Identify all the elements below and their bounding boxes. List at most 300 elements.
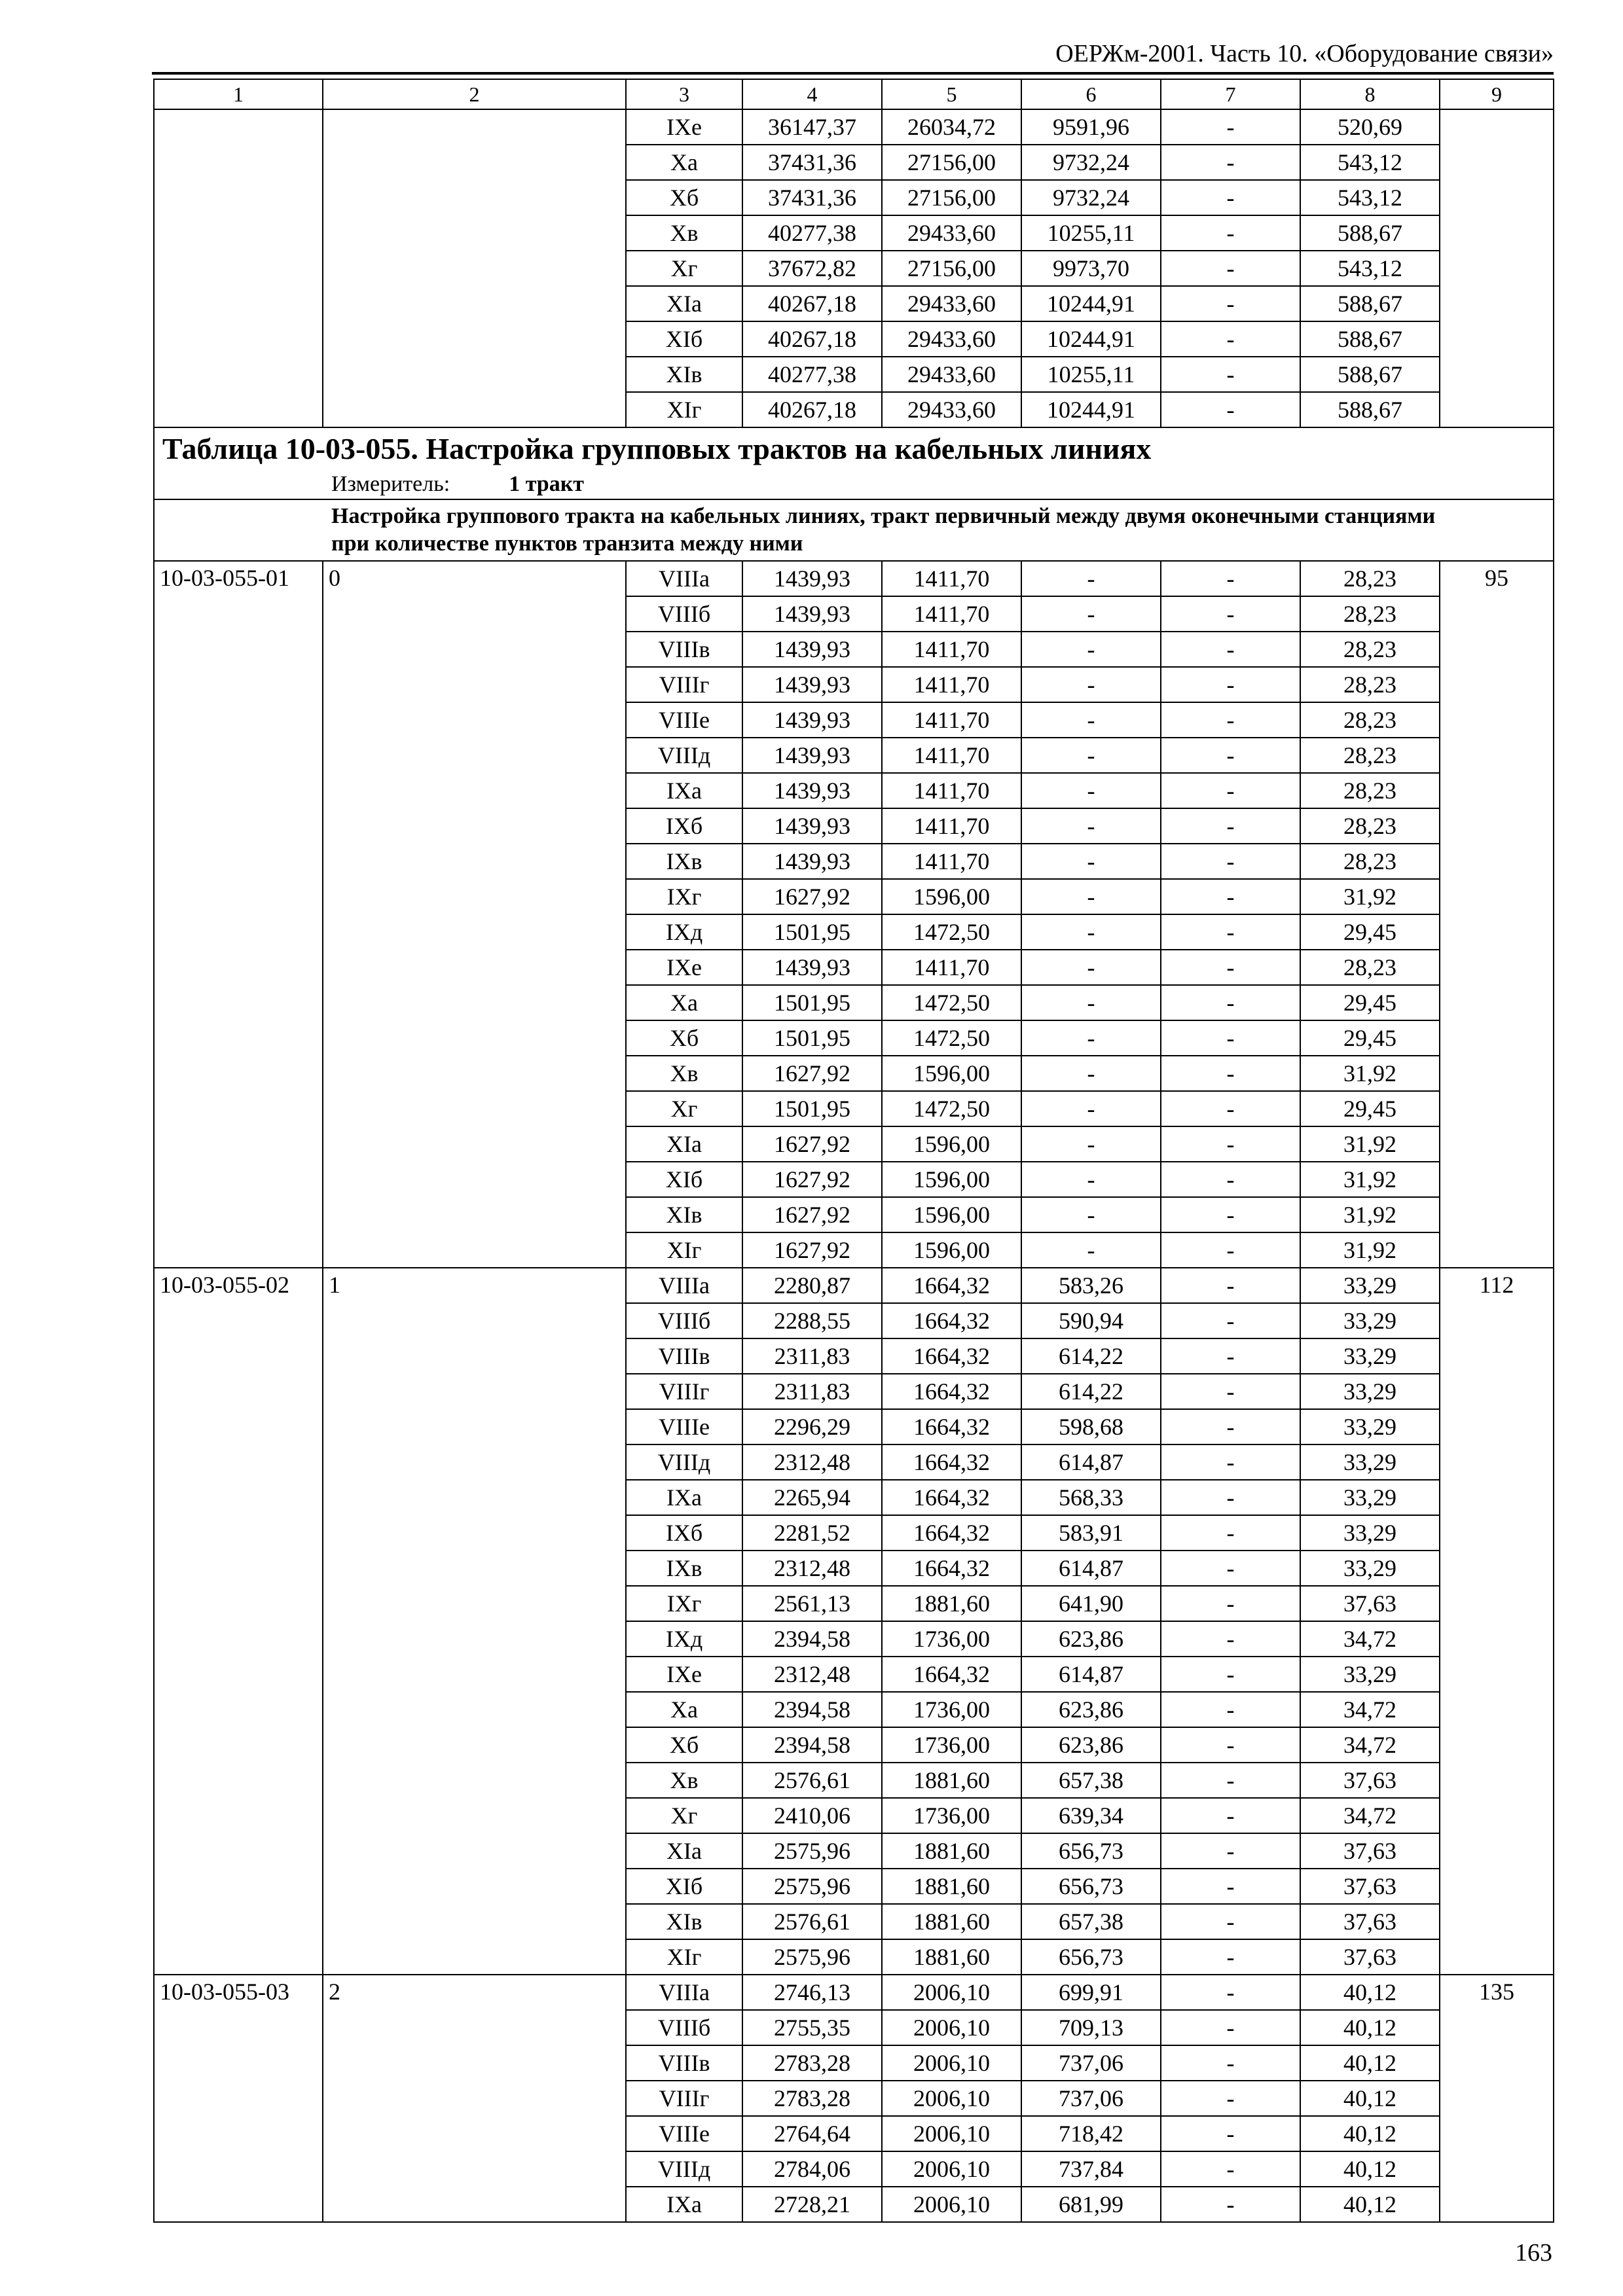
value-cell: 1881,60 [882,1869,1021,1904]
value-cell: 37,63 [1300,1904,1440,1939]
value-cell: 1596,00 [882,1197,1021,1232]
value-cell: 10255,11 [1021,215,1161,251]
value-cell: 1664,32 [882,1480,1021,1515]
value-cell: 26034,72 [882,109,1021,145]
value-cell: 1664,32 [882,1515,1021,1551]
value-cell: 1501,95 [742,985,882,1020]
value-cell: 1736,00 [882,1692,1021,1727]
value-cell: 40267,18 [742,286,882,321]
value-cell: 657,38 [1021,1904,1161,1939]
value-cell: - [1161,1409,1300,1444]
value-cell: IXа [626,1480,742,1515]
value-cell: 681,99 [1021,2187,1161,2222]
value-cell: 1501,95 [742,1091,882,1126]
value-cell: 1411,70 [882,808,1021,844]
value-cell: - [1021,1162,1161,1197]
value-cell: 28,23 [1300,632,1440,667]
value-cell: 2576,61 [742,1904,882,1939]
table-row [154,561,1554,596]
value-cell: XIв [626,357,742,392]
value-cell: IXб [626,1515,742,1551]
value-cell: 9973,70 [1021,251,1161,286]
value-cell: 657,38 [1021,1763,1161,1798]
value-cell: 29433,60 [882,321,1021,357]
value-cell: 2006,10 [882,2187,1021,2222]
value-cell: 28,23 [1300,950,1440,985]
value-cell: 1472,50 [882,1020,1021,1056]
value-cell: 1501,95 [742,914,882,950]
value-cell: 40,12 [1300,2151,1440,2187]
value-cell: - [1161,844,1300,879]
value-cell: 1411,70 [882,773,1021,808]
value-cell: 1439,93 [742,808,882,844]
value-cell: - [1021,1126,1161,1162]
value-cell: 2561,13 [742,1586,882,1621]
value-cell: 1411,70 [882,596,1021,632]
value-cell: 2394,58 [742,1692,882,1727]
page-number: 163 [1515,2239,1552,2267]
value-cell: - [1161,879,1300,914]
value-cell: 1439,93 [742,702,882,738]
value-cell: VIIIб [626,2010,742,2045]
value-cell: 520,69 [1300,109,1440,145]
value-cell: VIIIв [626,632,742,667]
value-cell: 2006,10 [882,2116,1021,2151]
value-cell: VIIIе [626,2116,742,2151]
value-cell: 1627,92 [742,1197,882,1232]
value-cell: 31,92 [1300,1056,1440,1091]
value-cell: - [1161,1657,1300,1692]
value-cell: 33,29 [1300,1303,1440,1338]
value-cell: 2280,87 [742,1268,882,1303]
value-cell: 2784,06 [742,2151,882,2187]
value-cell: 588,67 [1300,392,1440,427]
value-cell: - [1161,1056,1300,1091]
value-cell: 1596,00 [882,1056,1021,1091]
column-number: 8 [1300,79,1440,109]
value-cell: - [1161,1444,1300,1480]
value-cell: VIIIг [626,667,742,702]
value-cell: - [1161,702,1300,738]
value-cell: - [1161,1374,1300,1409]
value-cell: 568,33 [1021,1480,1161,1515]
value-cell: VIIIа [626,1268,742,1303]
value-cell: 1736,00 [882,1727,1021,1763]
transit-count: 2 [323,1975,626,2222]
value-cell: 1439,93 [742,738,882,773]
value-cell: - [1021,985,1161,1020]
value-cell: - [1021,914,1161,950]
value-cell: 583,91 [1021,1515,1161,1551]
value-cell: - [1021,808,1161,844]
table-row [154,109,1554,145]
value-cell: 1411,70 [882,844,1021,879]
column-number: 1 [154,79,323,109]
transit-cell [323,109,626,427]
value-cell: 1439,93 [742,844,882,879]
value-cell: VIIIв [626,1338,742,1374]
value-cell: Xб [626,1020,742,1056]
value-cell: 1472,50 [882,914,1021,950]
value-cell: XIб [626,321,742,357]
value-cell: 1439,93 [742,950,882,985]
value-cell: 1411,70 [882,702,1021,738]
value-cell: - [1021,632,1161,667]
value-cell: 10255,11 [1021,357,1161,392]
value-cell: 2006,10 [882,2010,1021,2045]
value-cell: 2576,61 [742,1763,882,1798]
value-cell: 1411,70 [882,950,1021,985]
value-cell: 34,72 [1300,1798,1440,1833]
value-cell: 1736,00 [882,1621,1021,1657]
column-number: 2 [323,79,626,109]
value-cell: 34,72 [1300,1621,1440,1657]
value-cell: Xв [626,1056,742,1091]
value-cell: - [1161,357,1300,392]
value-cell: 29433,60 [882,357,1021,392]
value-cell: - [1021,1091,1161,1126]
value-cell: XIа [626,1126,742,1162]
value-cell: - [1161,773,1300,808]
table-title: Таблица 10-03-055. Настройка групповых трактов на кабельных линиях [154,427,1554,470]
value-cell: 1472,50 [882,985,1021,1020]
value-cell: 2312,48 [742,1657,882,1692]
value-cell: 2755,35 [742,2010,882,2045]
value-cell: 1664,32 [882,1551,1021,1586]
value-cell: 614,22 [1021,1338,1161,1374]
value-cell: 1411,70 [882,667,1021,702]
value-cell: 1596,00 [882,879,1021,914]
value-cell: 1881,60 [882,1586,1021,1621]
value-cell: XIб [626,1869,742,1904]
value-cell: - [1161,1939,1300,1975]
value-cell: 1664,32 [882,1657,1021,1692]
value-cell: Xг [626,1091,742,1126]
value-cell: 1439,93 [742,561,882,596]
value-cell: XIг [626,1939,742,1975]
value-cell: 40,12 [1300,2081,1440,2116]
value-cell: - [1021,1020,1161,1056]
table-description: Настройка группового тракта на кабельных линиях, тракт первичный между двумя оконечными станциями при количестве пунктов транзита между ними [154,499,1554,561]
value-cell: 2006,10 [882,2151,1021,2187]
value-cell: 1627,92 [742,1126,882,1162]
value-cell: 639,34 [1021,1798,1161,1833]
value-cell: 2311,83 [742,1374,882,1409]
value-cell: - [1161,1904,1300,1939]
rate-code: 10-03-055-02 [154,1268,323,1975]
value-cell: IXб [626,808,742,844]
value-cell: 28,23 [1300,561,1440,596]
value-cell: 28,23 [1300,773,1440,808]
value-cell: 40277,38 [742,357,882,392]
column-number: 4 [742,79,882,109]
running-header: ОЕРЖм-2001. Часть 10. «Оборудование связи» [1055,40,1554,67]
value-cell: 1627,92 [742,1232,882,1268]
value-cell: 2281,52 [742,1515,882,1551]
value-cell: 1411,70 [882,632,1021,667]
value-cell: - [1161,596,1300,632]
value-cell: 543,12 [1300,180,1440,215]
value-cell: 27156,00 [882,180,1021,215]
value-cell: Xг [626,1798,742,1833]
value-cell: - [1161,985,1300,1020]
value-cell: - [1161,1586,1300,1621]
value-cell: 588,67 [1300,215,1440,251]
value-cell: 2410,06 [742,1798,882,1833]
value-cell: - [1161,2151,1300,2187]
value-cell: 29,45 [1300,1091,1440,1126]
value-cell: - [1161,2116,1300,2151]
value-cell: - [1161,561,1300,596]
value-cell: 614,22 [1021,1374,1161,1409]
value-cell: 29,45 [1300,1020,1440,1056]
value-cell: 28,23 [1300,702,1440,738]
value-cell: - [1161,667,1300,702]
value-cell: Xа [626,1692,742,1727]
value-cell: 2575,96 [742,1869,882,1904]
value-cell: 2394,58 [742,1727,882,1763]
value-cell: 29,45 [1300,985,1440,1020]
value-cell: - [1021,773,1161,808]
value-cell: IXв [626,1551,742,1586]
value-cell: - [1161,632,1300,667]
value-cell: 614,87 [1021,1444,1161,1480]
value-cell: - [1161,392,1300,427]
value-cell: - [1021,596,1161,632]
value-cell: 656,73 [1021,1939,1161,1975]
value-cell: - [1161,1975,1300,2010]
value-cell: 598,68 [1021,1409,1161,1444]
value-cell: 31,92 [1300,1232,1440,1268]
value-cell: 28,23 [1300,667,1440,702]
value-cell: Xв [626,215,742,251]
value-cell: 718,42 [1021,2116,1161,2151]
value-cell: VIIIв [626,2045,742,2081]
column-number-row [154,79,1554,109]
code-cell [154,109,323,427]
table-row [154,1975,1554,2010]
value-cell: - [1021,950,1161,985]
value-cell: IXг [626,879,742,914]
value-cell: 699,91 [1021,1975,1161,2010]
value-cell: 2288,55 [742,1303,882,1338]
value-cell: 10244,91 [1021,392,1161,427]
value-cell: - [1161,1020,1300,1056]
value-cell: IXд [626,1621,742,1657]
value-cell: 2783,28 [742,2045,882,2081]
value-cell: 27156,00 [882,145,1021,180]
value-cell: - [1161,2010,1300,2045]
value-cell: Xг [626,251,742,286]
value-cell: XIг [626,1232,742,1268]
value-cell: 583,26 [1021,1268,1161,1303]
value-cell: - [1161,1621,1300,1657]
value-cell: 1664,32 [882,1338,1021,1374]
value-cell: VIIIб [626,1303,742,1338]
value-cell: - [1161,738,1300,773]
value-cell: 1627,92 [742,1162,882,1197]
value-cell: 33,29 [1300,1409,1440,1444]
col9-value: 135 [1440,1975,1554,2222]
value-cell: IXе [626,109,742,145]
value-cell: IXе [626,950,742,985]
value-cell: 2746,13 [742,1975,882,2010]
value-cell: VIIIг [626,1374,742,1409]
value-cell: 1627,92 [742,1056,882,1091]
column-number: 9 [1440,79,1554,109]
column-number: 6 [1021,79,1161,109]
value-cell: - [1161,2045,1300,2081]
value-cell: - [1161,251,1300,286]
value-cell: 28,23 [1300,596,1440,632]
value-cell: 40,12 [1300,1975,1440,2010]
rate-code: 10-03-055-01 [154,561,323,1268]
value-cell: - [1161,109,1300,145]
value-cell: - [1161,215,1300,251]
value-cell: 1439,93 [742,632,882,667]
measure-row [154,470,1554,499]
value-cell: 33,29 [1300,1515,1440,1551]
value-cell: 40,12 [1300,2116,1440,2151]
value-cell: VIIIе [626,702,742,738]
value-cell: 37,63 [1300,1939,1440,1975]
value-cell: 31,92 [1300,879,1440,914]
value-cell: - [1161,1162,1300,1197]
value-cell: - [1161,2187,1300,2222]
value-cell: VIIIб [626,596,742,632]
value-cell: 31,92 [1300,1197,1440,1232]
value-cell: 33,29 [1300,1480,1440,1515]
value-cell: IXа [626,773,742,808]
value-cell: 2006,10 [882,2081,1021,2116]
value-cell: - [1161,914,1300,950]
value-cell: 33,29 [1300,1551,1440,1586]
value-cell: 623,86 [1021,1692,1161,1727]
value-cell: 737,84 [1021,2151,1161,2187]
value-cell: IXг [626,1586,742,1621]
value-cell: 33,29 [1300,1338,1440,1374]
header-rule [152,72,1554,75]
value-cell: - [1021,1232,1161,1268]
col9-cell [1440,109,1554,427]
value-cell: IXе [626,1657,742,1692]
value-cell: 614,87 [1021,1657,1161,1692]
value-cell: 1881,60 [882,1904,1021,1939]
value-cell: 29433,60 [882,392,1021,427]
value-cell: XIг [626,392,742,427]
value-cell: 29433,60 [882,286,1021,321]
value-cell: 641,90 [1021,1586,1161,1621]
value-cell: 1472,50 [882,1091,1021,1126]
value-cell: 1881,60 [882,1939,1021,1975]
transit-count: 0 [323,561,626,1268]
value-cell: 9732,24 [1021,180,1161,215]
value-cell: - [1161,1268,1300,1303]
value-cell: 656,73 [1021,1869,1161,1904]
value-cell: 40,12 [1300,2010,1440,2045]
value-cell: IXа [626,2187,742,2222]
column-number: 5 [882,79,1021,109]
value-cell: 2296,29 [742,1409,882,1444]
value-cell: 2783,28 [742,2081,882,2116]
value-cell: - [1161,1126,1300,1162]
value-cell: 1596,00 [882,1232,1021,1268]
value-cell: 1881,60 [882,1833,1021,1869]
value-cell: 2764,64 [742,2116,882,2151]
value-cell: 1664,32 [882,1444,1021,1480]
value-cell: - [1021,561,1161,596]
value-cell: 623,86 [1021,1727,1161,1763]
col9-value: 112 [1440,1268,1554,1975]
value-cell: 33,29 [1300,1444,1440,1480]
value-cell: 28,23 [1300,808,1440,844]
transit-count: 1 [323,1268,626,1975]
value-cell: 37,63 [1300,1586,1440,1621]
col9-value: 95 [1440,561,1554,1268]
table-row [154,1268,1554,1303]
rate-code: 10-03-055-03 [154,1975,323,2222]
value-cell: 1596,00 [882,1162,1021,1197]
value-cell: 28,23 [1300,738,1440,773]
value-cell: - [1161,808,1300,844]
value-cell: - [1161,1727,1300,1763]
value-cell: 1501,95 [742,1020,882,1056]
measure-label: Измеритель: [331,472,450,496]
value-cell: Xа [626,985,742,1020]
value-cell: 2265,94 [742,1480,882,1515]
value-cell: - [1021,1197,1161,1232]
value-cell: 9732,24 [1021,145,1161,180]
value-cell: VIIIд [626,2151,742,2187]
value-cell: 2006,10 [882,2045,1021,2081]
value-cell: 29433,60 [882,215,1021,251]
value-cell: 709,13 [1021,2010,1161,2045]
value-cell: 2728,21 [742,2187,882,2222]
value-cell: 2312,48 [742,1551,882,1586]
value-cell: VIIIе [626,1409,742,1444]
value-cell: - [1161,1303,1300,1338]
value-cell: 2394,58 [742,1621,882,1657]
value-cell: 588,67 [1300,357,1440,392]
value-cell: 33,29 [1300,1268,1440,1303]
value-cell: 1439,93 [742,667,882,702]
value-cell: 1664,32 [882,1303,1021,1338]
value-cell: 2006,10 [882,1975,1021,2010]
value-cell: XIа [626,1833,742,1869]
value-cell: 10244,91 [1021,286,1161,321]
value-cell: 34,72 [1300,1727,1440,1763]
value-cell: IXв [626,844,742,879]
value-cell: - [1161,1338,1300,1374]
value-cell: VIIIа [626,561,742,596]
value-cell: 1439,93 [742,596,882,632]
value-cell: 590,94 [1021,1303,1161,1338]
value-cell: 27156,00 [882,251,1021,286]
value-cell: - [1021,844,1161,879]
value-cell: 37672,82 [742,251,882,286]
value-cell: 588,67 [1300,286,1440,321]
value-cell: 31,92 [1300,1162,1440,1197]
value-cell: - [1161,1551,1300,1586]
measure-value: 1 тракт [509,472,585,496]
value-cell: 40267,18 [742,392,882,427]
value-cell: 1411,70 [882,738,1021,773]
value-cell: 543,12 [1300,145,1440,180]
value-cell: - [1161,321,1300,357]
value-cell: 588,67 [1300,321,1440,357]
value-cell: XIв [626,1197,742,1232]
value-cell: 543,12 [1300,251,1440,286]
